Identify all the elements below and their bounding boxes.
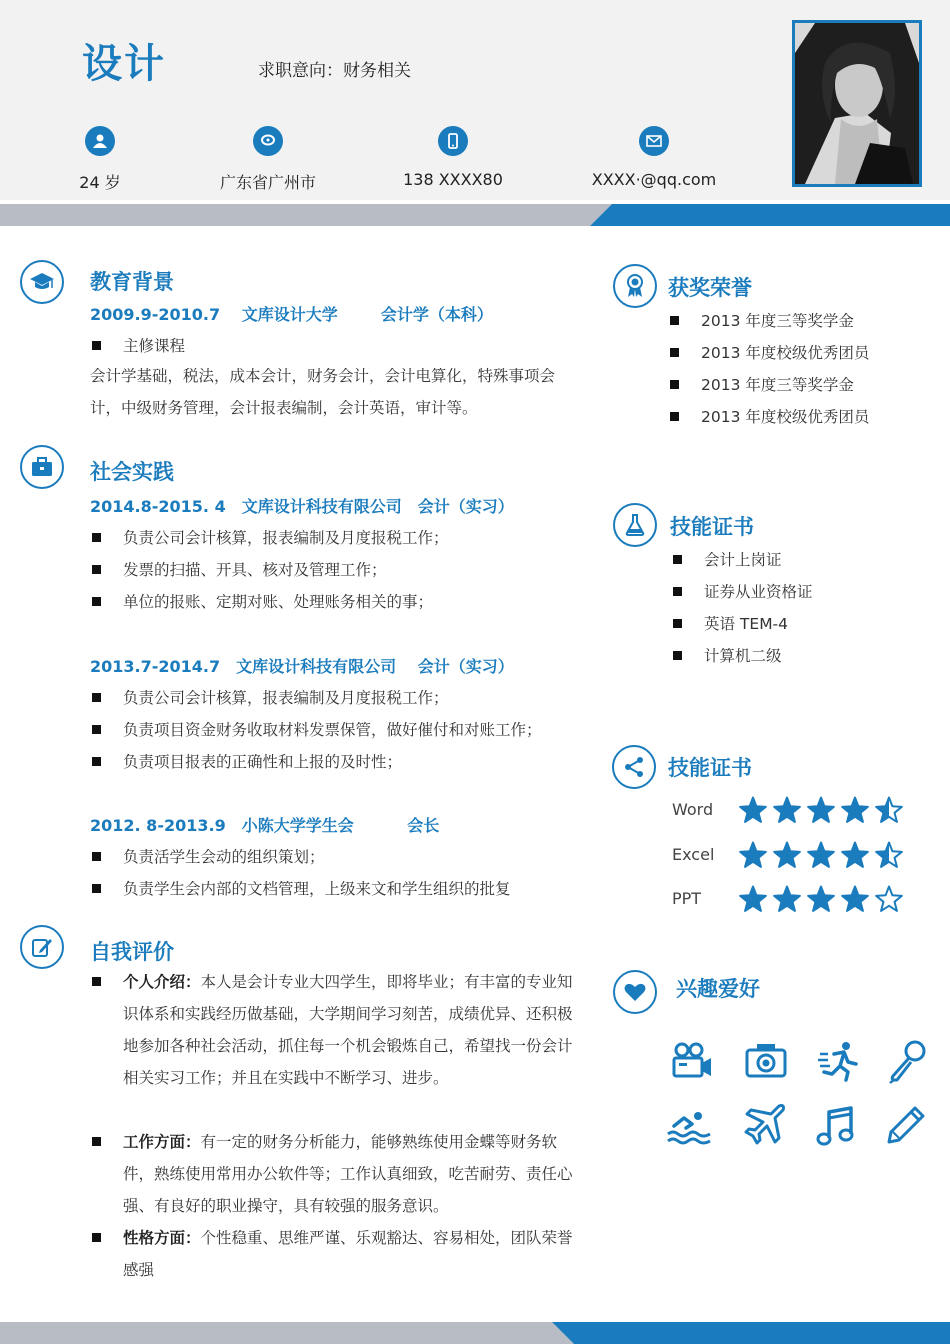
work-label: 工作方面：	[123, 1133, 201, 1151]
video-camera-icon	[668, 1038, 714, 1084]
running-icon	[816, 1038, 862, 1084]
flask-icon	[613, 503, 657, 547]
contact-phone	[383, 126, 523, 189]
job-3-header: 2012. 8-2013.9 小陈大学学生会 会长	[90, 816, 440, 835]
rating-star	[808, 843, 834, 867]
rating-star	[808, 887, 834, 911]
briefcase-icon	[20, 445, 64, 489]
contact-location	[198, 126, 338, 193]
skill-excel-name: Excel	[672, 845, 715, 864]
cert-4: 计算机二级	[704, 644, 782, 666]
job-3-item-2: 负责学生会内部的文档管理，上级来文和学生组织的批复	[123, 877, 511, 899]
award-2: 2013 年度校级优秀团员	[701, 341, 869, 363]
job-1-header: 2014.8-2015. 4 文库设计科技有限公司 会计（实习）	[90, 497, 514, 516]
graduation-cap-icon	[20, 260, 64, 304]
edit-icon	[20, 925, 64, 969]
location-text: 广东省广州市	[219, 173, 316, 192]
location-icon	[253, 126, 283, 156]
camera-icon	[743, 1038, 789, 1084]
rating-star	[876, 887, 902, 911]
job-2-item-1: 负责公司会计核算，报表编制及月度报税工作；	[123, 686, 449, 708]
skill-excel-rating	[738, 841, 913, 871]
self-eval-work	[123, 1126, 583, 1222]
education-title: 教育背景	[90, 270, 174, 294]
phone-icon	[438, 126, 468, 156]
user-icon	[85, 126, 115, 156]
bottom-divider-band	[0, 1322, 950, 1344]
self-eval-intro	[123, 966, 583, 1094]
heart-icon	[613, 970, 657, 1014]
education-period-line: 2009.9-2010.7 文库设计大学 会计学（本科）	[90, 305, 493, 324]
awards-title: 获奖荣誉	[668, 276, 752, 300]
rating-star	[774, 843, 800, 867]
rating-star	[774, 798, 800, 822]
top-divider-band	[0, 204, 950, 226]
email-icon	[639, 126, 669, 156]
award-medal-icon	[613, 264, 657, 308]
rating-star	[774, 887, 800, 911]
self-eval-clip	[0, 966, 600, 1279]
airplane-icon	[741, 1102, 787, 1148]
award-3: 2013 年度三等奖学金	[701, 373, 854, 395]
hobbies-title: 兴趣爱好	[676, 977, 760, 1001]
skill-ppt-name: PPT	[672, 889, 702, 908]
job-1-item-2: 发票的扫描、开具、核对及管理工作；	[123, 558, 387, 580]
rating-star	[740, 798, 766, 822]
job-3-item-1: 负责活学生会动的组织策划；	[123, 845, 325, 867]
age-text: 24 岁	[79, 173, 121, 192]
self-eval-personality	[123, 1222, 583, 1286]
microphone-icon	[885, 1038, 931, 1084]
course-text: 会计学基础，税法，成本会计，财务会计，会计电算化，特殊事项会计，中级财务管理，会计报表编制，会计英语，审计等。	[90, 367, 556, 417]
self-eval-title: 自我评价	[90, 940, 174, 964]
swimming-icon	[666, 1102, 712, 1148]
personality-label: 性格方面：	[123, 1229, 201, 1247]
skills-title: 技能证书	[668, 756, 752, 780]
award-1: 2013 年度三等奖学金	[701, 309, 854, 331]
pencil-icon	[883, 1102, 929, 1148]
job-1-item-1: 负责公司会计核算，报表编制及月度报税工作；	[123, 526, 449, 548]
job-2-header: 2013.7-2014.7 文库设计科技有限公司 会计（实习）	[90, 657, 514, 676]
rating-star	[808, 798, 834, 822]
cert-1: 会计上岗证	[704, 548, 782, 570]
email-text: XXXX·@qq.com	[591, 170, 717, 189]
intro-label: 个人介绍：	[123, 973, 201, 991]
rating-star	[842, 843, 868, 867]
music-note-icon	[813, 1102, 859, 1148]
job-1-item-3: 单位的报账、定期对账、处理账务相关的事；	[123, 590, 433, 612]
cert-3: 英语 TEM-4	[704, 612, 788, 634]
job-2-item-3: 负责项目报表的正确性和上报的及时性；	[123, 750, 402, 772]
intro-text: 本人是会计专业大四学生，即将毕业；有丰富的专业知识体系和实践经历做基础，大学期间学习刻苦，成绩优异、还积极地参加各种社会活动，抓住每一个机会锻炼自己，希望找一份会计相关实习工作；并且在实践中不断学习、进步。	[123, 973, 573, 1087]
contact-age	[30, 126, 170, 193]
course-label: 主修课程	[123, 334, 185, 356]
rating-star	[842, 887, 868, 911]
rating-star	[842, 798, 868, 822]
contact-email[interactable]	[584, 126, 724, 189]
skill-word-name: Word	[672, 800, 714, 819]
work-text: 有一定的财务分析能力，能够熟练使用金蝶等财务软件，熟练使用常用办公软件等；工作认真细致，吃苦耐劳、责任心强、有良好的职业操守，具有较强的服务意识。	[123, 1133, 573, 1215]
rating-star	[740, 887, 766, 911]
candidate-name: 设计	[82, 41, 166, 87]
job-2-item-2: 负责项目资金财务收取材料发票保管，做好催付和对账工作；	[123, 718, 542, 740]
job-intent: 求职意向：财务相关	[258, 61, 411, 81]
personality-text: 个性稳重、思维严谨、乐观豁达、容易相处，团队荣誉感强	[123, 1229, 573, 1279]
skill-word-rating	[738, 796, 913, 826]
skill-ppt-rating	[738, 885, 913, 915]
share-icon	[612, 745, 656, 789]
certs-title: 技能证书	[670, 515, 754, 539]
profile-photo	[792, 20, 922, 187]
cert-2: 证券从业资格证	[704, 580, 813, 602]
phone-text: 138 XXXX80	[403, 170, 503, 189]
practice-title: 社会实践	[90, 460, 174, 484]
award-4: 2013 年度校级优秀团员	[701, 405, 869, 427]
rating-star	[740, 843, 766, 867]
